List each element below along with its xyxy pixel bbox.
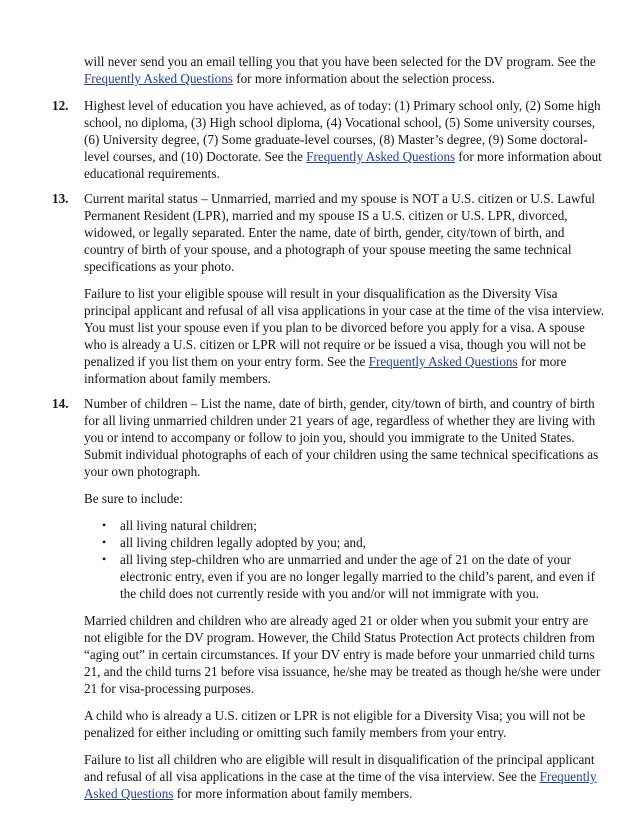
failure-line-3-tail: for more information about family members.: [173, 786, 413, 801]
item-13-para2-line-5-text: penalized if you list them on your entry form. See the: [84, 354, 369, 369]
item-12-line: Highest level of education you have achieved, as of today: (1) Primary school only, (2) Some high: [84, 98, 601, 113]
item-12-line: [84, 148, 602, 165]
married-children-line: 21, and the child turns 21 before visa issuance, he/she may be treated as though he/she were under: [84, 664, 601, 679]
failure-line: Failure to list all children who are eligible will result in disqualification of the principal applicant: [84, 752, 595, 767]
item-13-line: Current marital status – Unmarried, married and my spouse is NOT a U.S. citizen or U.S. Lawful: [84, 191, 596, 206]
intro-line-1: will never send you an email telling you that you have been selected for the DV program. See the: [84, 54, 596, 69]
faq-link[interactable]: Frequently Asked Questions: [368, 354, 518, 369]
item-13-para2-line: Failure to list your eligible spouse will result in your disqualification as the Diversity Visa: [84, 286, 558, 301]
bullet-item: all living children legally adopted by you; and,: [120, 535, 366, 550]
item-13-line: Permanent Resident (LPR), married and my spouse IS a U.S. citizen or U.S. LPR, divorced,: [84, 208, 568, 223]
item-12-number: 12.: [52, 98, 69, 113]
bullet-item: all living step-children who are unmarried and under the age of 21 on the date of your: [120, 552, 572, 567]
item-14-line: Submit individual photographs of each of your children using the same technical specifications as: [84, 447, 599, 462]
include-heading: Be sure to include:: [84, 491, 183, 506]
married-children-line: 21 for visa-processing purposes.: [84, 681, 255, 696]
item-14-line: you or intend to accompany or follow to join you, should you immigrate to the United States.: [84, 430, 575, 445]
failure-line: [84, 768, 597, 785]
item-14-line: for all living unmarried children under 21 years of age, regardless of whether they are living with: [84, 413, 596, 428]
bullet-item: all living natural children;: [120, 518, 257, 533]
faq-link-part-1[interactable]: Frequently: [539, 769, 597, 784]
item-14-number: 14.: [52, 396, 69, 411]
item-13-line: widowed, or legally separated. Enter the name, date of birth, gender, city/town of birth, and: [84, 225, 565, 240]
item-13-line: country of birth of your spouse, and a photograph of your spouse meeting the same technical: [84, 242, 572, 257]
failure-line-2-text: and refusal of all visa applications in the case at the time of the visa interview. See the: [84, 769, 540, 784]
item-13-para2-line: [84, 353, 566, 370]
bullet-icon: •: [102, 552, 107, 566]
failure-line: [84, 785, 412, 802]
item-13-para2-line: You must list your spouse even if you plan to be divorced before you apply for a visa. A spouse: [84, 320, 585, 335]
item-14-line: Number of children – List the name, date of birth, gender, city/town of birth, and country of birth: [84, 396, 595, 411]
item-13-para2-line: information about family members.: [84, 371, 271, 386]
citizen-child-line: penalized for either including or omitting such family members from your entry.: [84, 725, 507, 740]
item-12-line-4-text: level courses, and (10) Doctorate. See the: [84, 149, 307, 164]
item-13-para2-line: who is already a U.S. citizen or LPR will not require or be issued a visa, though you will not be: [84, 337, 586, 352]
bullet-item-continued: the child does not currently reside with you and/or will not immigrate with you.: [120, 586, 539, 601]
item-12-line: school, no diploma, (3) High school diploma, (4) Vocational school, (5) Some university courses,: [84, 115, 596, 130]
item-13-para2-line-5-tail: for more: [517, 354, 567, 369]
item-12-line: (6) University degree, (7) Some graduate-level courses, (8) Master’s degree, (9) Some doctoral-: [84, 132, 588, 147]
faq-link-part-2[interactable]: Asked Questions: [84, 786, 174, 801]
item-13-number: 13.: [52, 191, 69, 206]
citizen-child-line: A child who is already a U.S. citizen or LPR is not eligible for a Diversity Visa; you will not be: [84, 708, 586, 723]
faq-link[interactable]: Frequently Asked Questions: [306, 149, 456, 164]
bullet-icon: •: [102, 518, 107, 532]
married-children-line: not eligible for the DV program. However, the Child Status Protection Act protects children from: [84, 630, 595, 645]
item-12-line: educational requirements.: [84, 166, 220, 181]
intro-line-2: [84, 70, 495, 87]
intro-line-2-text: for more information about the selection process.: [232, 71, 495, 86]
item-13-para2-line: principal applicant and refusal of all visa applications in your case at the time of the visa interview.: [84, 303, 605, 318]
faq-link[interactable]: Frequently Asked Questions: [84, 71, 233, 86]
bullet-item-continued: electronic entry, even if you are no longer legally married to the child’s parent, and even if: [120, 569, 595, 584]
item-12-line-4-tail: for more information about: [455, 149, 602, 164]
married-children-line: Married children and children who are already aged 21 or older when you submit your entry are: [84, 613, 589, 628]
item-14-line: your own photograph.: [84, 464, 201, 479]
item-13-line: specifications as your photo.: [84, 259, 235, 274]
bullet-icon: •: [102, 535, 107, 549]
married-children-line: “aging out” in certain circumstances. If your DV entry is made before your unmarried child turns: [84, 647, 595, 662]
